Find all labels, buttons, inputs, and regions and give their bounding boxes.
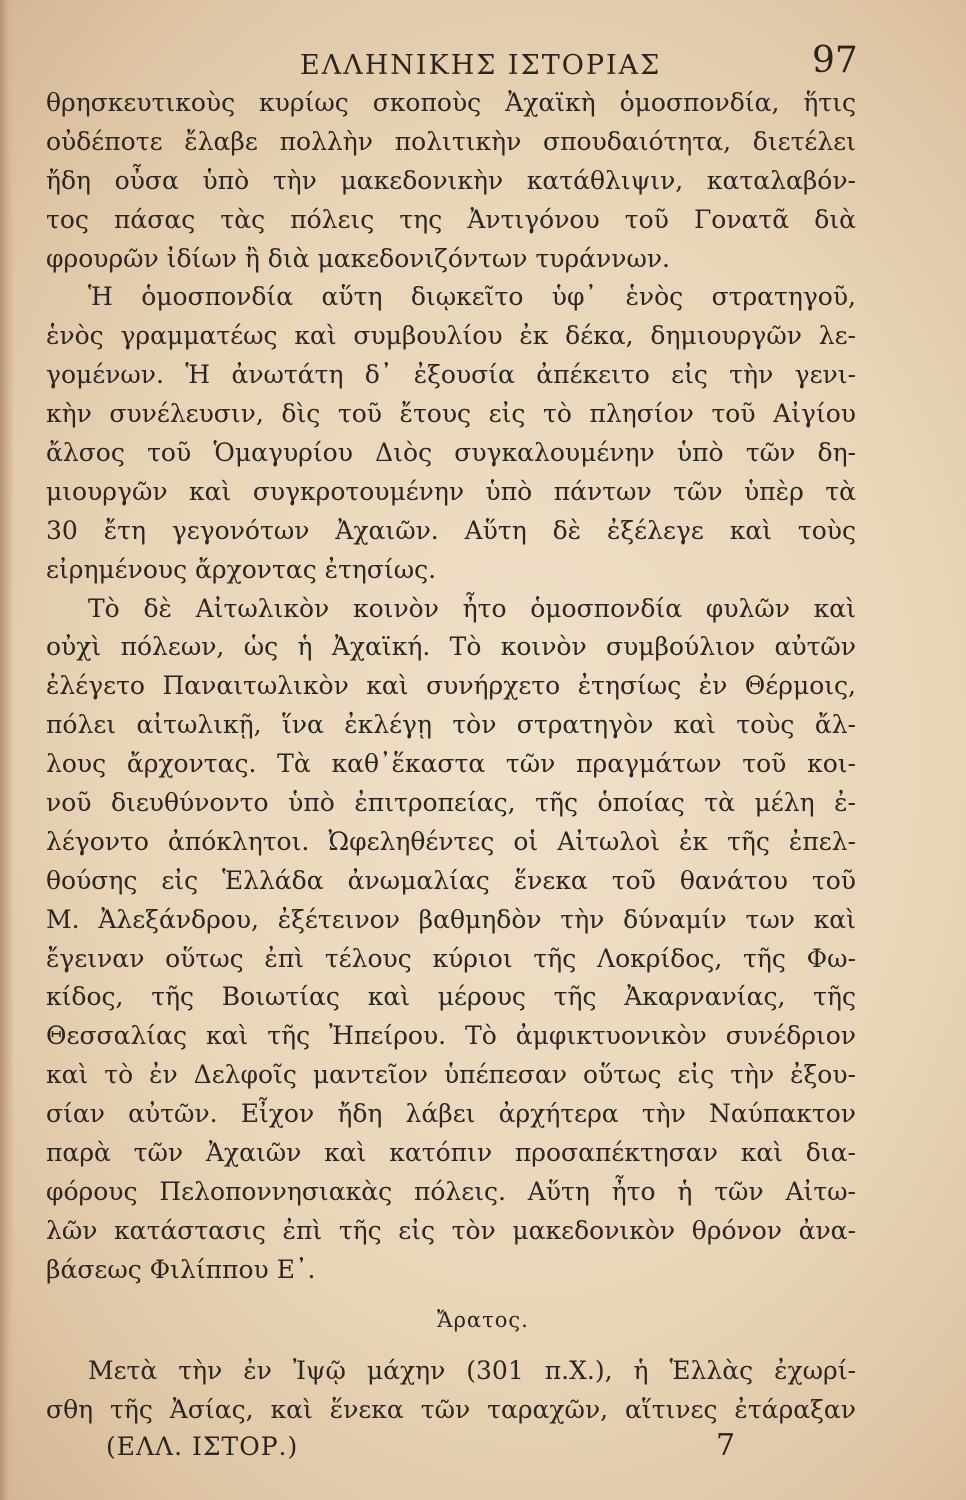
text-line: λῶν κατάστασις ἐπὶ τῆς εἰς τὸν μακεδονικὸν θρόνον ἀνα- (46, 1215, 856, 1245)
page-footer (0, 1428, 966, 1472)
text-line: φρουρῶν ἰδίων ἢ διὰ μακεδονιζόντων τυράννων. (46, 243, 670, 273)
text-line: Μετὰ τὴν ἐν Ἰψῷ μάχην (301 π.Χ.), ἡ Ἑλλὰς ἐχωρί- (88, 1356, 856, 1385)
text-line: τος πάσας τὰς πόλεις της Ἀντιγόνου τοῦ Γονατᾶ διὰ (46, 204, 856, 234)
signature-mark: (ΕΛΛ. ΙΣΤΟΡ.) (106, 1432, 299, 1461)
text-line: κὴν συνέλευσιν, δὶς τοῦ ἔτους εἰς τὸ πλησίον τοῦ Αἰγίου (46, 399, 856, 429)
text-line: σθη τῆς Ἀσίας, καὶ ἕνεκα τῶν ταραχῶν, αἵτινες ἐτάραξαν (46, 1394, 856, 1424)
text-line: λους ἄρχοντας. Τὰ καθ᾽ἕκαστα τῶν πραγμάτων τοῦ κοι- (46, 749, 856, 779)
text-line: λέγοντο ἀπόκλητοι. Ὠφεληθέντες οἱ Αἰτωλοὶ ἐκ τῆς ἐπελ- (46, 826, 856, 856)
text-line: θρησκευτικοὺς κυρίως σκοποὺς Ἀχαϊκὴ ὁμοσπονδία, ἥτις (46, 88, 856, 117)
text-line: ἔγειναν οὕτως ἐπὶ τέλους κύριοι τῆς Λοκρίδος, τῆς Φω- (46, 943, 856, 973)
text-line: Ἡ ὁμοσπονδία αὕτη διῳκεῖτο ὑφ᾽ ἑνὸς στρατηγοῦ, (88, 282, 856, 312)
text-line: γομένων. Ἡ ἀνωτάτη δ᾽ ἐξουσία ἀπέκειτο εἰς τὴν γενι- (46, 360, 856, 390)
text-line: σίαν αὐτῶν. Εἶχον ἤδη λάβει ἀρχήτερα τὴν Ναύπακτον (46, 1099, 856, 1129)
body-text-continued (46, 1352, 856, 1430)
text-line: νοῦ διευθύνοντο ὑπὸ ἐπιτροπείας, τῆς ὁποίας τὰ μέλη ἐ- (46, 788, 856, 818)
text-line: 30 ἔτη γεγονότων Ἀχαιῶν. Αὕτη δὲ ἐξέλεγε καὶ τοὺς (46, 515, 856, 545)
signature-number: 7 (716, 1428, 736, 1463)
text-line: παρὰ τῶν Ἀχαιῶν καὶ κατόπιν προσαπέκτησαν καὶ δια- (46, 1138, 856, 1168)
running-title: ΕΛΛΗΝΙΚΗΣ ΙΣΤΟΡΙΑΣ (300, 50, 662, 81)
text-line: οὐχὶ πόλεων, ὡς ἡ Ἀχαϊκή. Τὸ κοινὸν συμβούλιον αὐτῶν (46, 632, 856, 662)
text-line: θούσης εἰς Ἑλλάδα ἀνωμαλίας ἕνεκα τοῦ θανάτου τοῦ (46, 865, 856, 895)
page-number: 97 (812, 40, 858, 81)
text-line: Τὸ δὲ Αἰτωλικὸν κοινὸν ἦτο ὁμοσπονδία φυλῶν καὶ (88, 593, 856, 623)
text-line: ἤδη οὖσα ὑπὸ τὴν μακεδονικὴν κατάθλιψιν, καταλαβόν- (46, 165, 856, 195)
section-heading: Ἄρατος. (437, 1308, 529, 1332)
text-line: ἐλέγετο Παναιτωλικὸν καὶ συνήρχετο ἐτησίως ἐν Θέρμοις, (46, 671, 856, 701)
text-line: οὐδέποτε ἔλαβε πολλὴν πολιτικὴν σπουδαιότητα, διετέλει (46, 126, 856, 156)
text-line: φόρους Πελοποννησιακὰς πόλεις. Αὕτη ἦτο ἡ τῶν Αἰτω- (46, 1176, 856, 1206)
text-line: πόλει αἰτωλικῇ, ἵνα ἐκλέγῃ τὸν στρατηγὸν καὶ τοὺς ἄλ- (46, 710, 856, 740)
text-line: εἰρημένους ἄρχοντας ἐτησίως. (46, 554, 437, 584)
text-line: ἄλσος τοῦ Ὁμαγυρίου Διὸς συγκαλουμένην ὑπὸ τῶν δη- (46, 438, 856, 468)
text-line: Θεσσαλίας καὶ τῆς Ἠπείρου. Τὸ ἀμφικτυονικὸν συνέδριον (46, 1021, 856, 1051)
body-text (46, 84, 856, 1290)
text-line: Μ. Ἀλεξάνδρου, ἐξέτεινον βαθμηδὸν τὴν δύναμίν των καὶ (46, 904, 856, 934)
text-line: μιουργῶν καὶ συγκροτουμένην ὑπὸ πάντων τῶν ὑπὲρ τὰ (46, 476, 856, 506)
text-line: ἑνὸς γραμματέως καὶ συμβουλίου ἐκ δέκα, δημιουργῶν λε- (46, 321, 856, 351)
text-line: καὶ τὸ ἐν Δελφοῖς μαντεῖον ὑπέπεσαν οὕτως εἰς τὴν ἐξου- (46, 1060, 856, 1090)
text-line: βάσεως Φιλίππου Ε᾽. (46, 1254, 316, 1284)
text-line: κίδος, τῆς Βοιωτίας καὶ μέρους τῆς Ἀκαρνανίας, τῆς (46, 982, 856, 1012)
